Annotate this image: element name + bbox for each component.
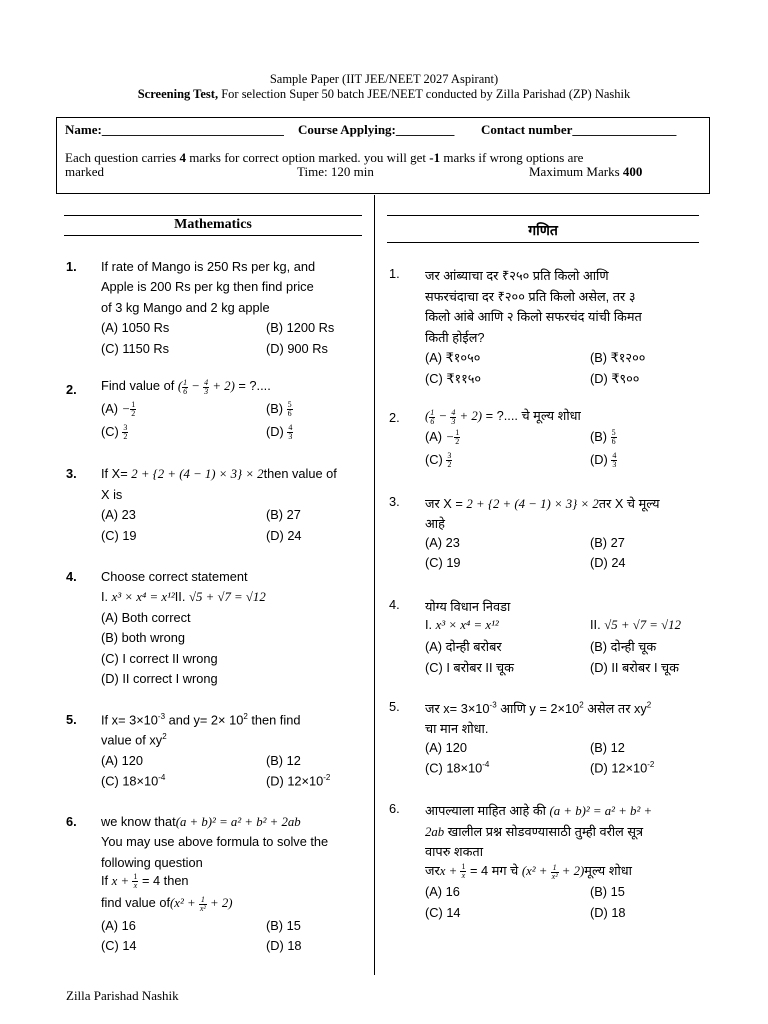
rule-top-left [64, 215, 362, 216]
option-d[interactable]: (D) 18 [590, 905, 626, 920]
rule-top-right [387, 215, 699, 216]
question-text: आपल्याला माहित आहे की (a + b)² = a² + b² + [425, 803, 653, 818]
option-b[interactable]: (B) 15 [590, 884, 625, 899]
fraction-4-3: $\frac{4}{3}$ [204, 377, 209, 396]
fraction-3-2: $\frac{3}{2}$ [123, 423, 128, 442]
max-marks-value: 400 [622, 164, 643, 179]
paper-title: Sample Paper (IIT JEE/NEET 2027 Aspirant) [269, 72, 499, 86]
question-text: जरx + $\frac{1}{x}$ = 4 मग चे (x² + $\frac{1}{\text{x²}}$ + 2)मूल्य शोधा [425, 862, 632, 881]
question-number: 3. [389, 494, 400, 509]
option-b[interactable]: (B) 27 [266, 507, 301, 522]
question-number: 5. [389, 699, 400, 714]
marks-wrong: -1 [429, 150, 441, 165]
option-c[interactable]: (C) $18\times 10^{-4}$ [101, 773, 166, 789]
statement-ii: II. √5 + √7 = √12 [590, 617, 681, 632]
course-blank: _________ [395, 122, 455, 137]
question-number: 4. [389, 597, 400, 612]
max-marks-label: Maximum Marks [529, 164, 623, 179]
candidate-info-box [56, 117, 710, 194]
option-c[interactable]: (C) I बरोबर II चूक [425, 660, 515, 675]
option-a[interactable]: (A) 120 [425, 740, 467, 755]
fraction-5-6: $\frac{5}{6}$ [287, 400, 292, 419]
question-number: 5. [66, 712, 77, 727]
question-number: 6. [66, 814, 77, 829]
option-b[interactable]: (B) 12 [266, 753, 301, 768]
option-c[interactable]: (C) 19 [101, 528, 137, 543]
question-text: ( $\frac{1}{6}$ − $\frac{4}{3}$ + 2) = ?.... चे मूल्य शोधा [425, 407, 581, 426]
statements: I. x³ × x⁴ = x¹²II. √5 + √7 = √12 [101, 589, 266, 604]
option-a[interactable]: (A) 23 [101, 507, 136, 522]
option-a[interactable]: (A) − $\frac{1}{2}$ [101, 400, 136, 419]
question-text: Apple is 200 Rs per kg then find price [101, 279, 314, 294]
question-text: If X= 2 + {2 + (4 − 1) × 3} × 2then value of [101, 466, 337, 481]
marks-correct: 4 [179, 150, 186, 165]
question-text: योग्य विधान निवडा [425, 599, 511, 614]
course-label: Course Applying: [298, 122, 396, 137]
option-b[interactable]: (B) 27 [590, 535, 625, 550]
option-a[interactable]: (A) 1050 Rs [101, 320, 170, 335]
question-text: find value of(x² + $\frac{1}{\text{x²}}$ + 2) [101, 894, 233, 913]
option-a[interactable]: (A) Both correct [101, 610, 191, 625]
option-d[interactable]: (D) $\frac{4}{3}$ [590, 451, 617, 470]
question-number: 1. [389, 266, 400, 281]
option-a[interactable]: (A) 120 [101, 753, 143, 768]
section-title-ganit: गणित [528, 224, 558, 239]
option-c[interactable]: (C) 14 [425, 905, 461, 920]
fraction-1-6: $\frac{1}{6}$ [183, 377, 188, 396]
option-d[interactable]: (D) $12\times 10^{-2}$ [590, 760, 655, 776]
option-d[interactable]: (D) 900 Rs [266, 341, 328, 356]
expression [177, 377, 235, 396]
option-d[interactable]: (D) II बरोबर I चूक [590, 660, 680, 675]
question-text: वापरु शकता [425, 844, 484, 859]
marking-text-c: marks if wrong options are [440, 150, 584, 165]
marking-text-b: marks for correct option marked. you will get [185, 150, 430, 165]
option-c[interactable]: (C) ₹११५० [425, 371, 482, 386]
subtitle-rest: For selection Super 50 batch JEE/NEET conducted by Zilla Parishad (ZP) Nashik [218, 87, 631, 101]
question-text: Choose correct statement [101, 569, 248, 584]
contact-blank: ________________ [572, 122, 677, 137]
option-a[interactable]: (A) ₹१०५० [425, 350, 481, 365]
question-text: You may use above formula to solve the [101, 834, 329, 849]
option-a[interactable]: (A) दोन्ही बरोबर [425, 639, 502, 654]
tail: = ?.... [234, 378, 271, 393]
question-text: If x + $\frac{1}{x}$ = 4 then [101, 872, 189, 891]
option-b[interactable]: (B) 15 [266, 918, 301, 933]
option-a[interactable]: (A) 16 [425, 884, 460, 899]
option-d[interactable]: (D) $12\times 10^{-2}$ [266, 773, 331, 789]
question-number: 4. [66, 569, 77, 584]
option-b[interactable]: (B) ₹१२०० [590, 350, 646, 365]
paper-subtitle [0, 87, 768, 102]
option-c[interactable]: (C) 14 [101, 938, 137, 953]
question-number: 2. [389, 410, 400, 425]
marking-text-a: Each question carries [65, 150, 180, 165]
contact-field[interactable] [481, 122, 676, 138]
name-label: Name: [65, 122, 102, 137]
option-b[interactable]: (B) 1200 Rs [266, 320, 335, 335]
name-blank: ____________________________ [101, 122, 284, 137]
option-c[interactable]: (C) 1150 Rs [101, 341, 170, 356]
question-text: If $x= 3\times 10^{-3}$ and $y= 2\times 10^2$ then find [101, 712, 301, 728]
statement-i: I. x³ × x⁴ = x¹² [425, 617, 499, 632]
option-d[interactable]: (D) $\frac{4}{3}$ [266, 423, 293, 442]
question-text: आहे [425, 516, 445, 531]
question-text: चा मान शोधा. [425, 721, 489, 736]
question-text: जर $x= 3\times 10^{-3}$ आणि $y = 2\times 10^2$ असेल तर $xy^2$ [425, 700, 652, 716]
option-d[interactable]: (D) ₹९०० [590, 371, 640, 386]
time-limit: Time: 120 min [297, 164, 374, 179]
fraction-1-2: $\frac{1}{2}$ [131, 400, 136, 419]
question-text: सफरचंदाचा दर ₹२०० प्रति किलो असेल, तर ३ [425, 289, 636, 304]
minus: − [188, 379, 204, 393]
rule-bottom-right [387, 242, 699, 243]
course-field[interactable] [298, 122, 454, 138]
option-d[interactable]: (D) 24 [266, 528, 302, 543]
question-text: of 3 kg Mango and 2 kg apple [101, 300, 270, 315]
option-b[interactable]: (B) 12 [590, 740, 625, 755]
question-text: जर X = 2 + {2 + (4 − 1) × 3} × 2तर X चे मूल्य [425, 496, 660, 511]
fraction-4-3: $\frac{4}{3}$ [288, 423, 293, 442]
question-text: किती होईल? [425, 330, 485, 345]
rule-bottom-left [64, 235, 362, 236]
option-b[interactable]: (B) $\frac{5}{6}$ [266, 400, 292, 419]
question-number: 1. [66, 259, 77, 274]
question-text: किलो आंबे आणि २ किलो सफरचंद यांची किमत [425, 309, 642, 324]
question-text: we know that(a + b)² = a² + b² + 2ab [101, 814, 301, 829]
name-field[interactable] [65, 122, 284, 138]
question-text: value of $xy^2$ [101, 732, 167, 748]
option-d[interactable]: (D) II correct I wrong [101, 671, 218, 686]
paren: ( [177, 379, 183, 393]
question-text: following question [101, 855, 203, 870]
question-number: 2. [66, 382, 77, 397]
question-text: 2ab खालील प्रश्न सोडवण्यासाठी तुम्ही वरील सूत्र [425, 824, 644, 839]
option-c[interactable]: (C) $\frac{3}{2}$ [425, 451, 452, 470]
option-d[interactable]: (D) 18 [266, 938, 302, 953]
option-c[interactable]: (C) $\frac{3}{2}$ [101, 423, 128, 442]
option-c[interactable]: (C) I correct II wrong [101, 651, 218, 666]
column-divider [374, 195, 375, 975]
section-title-mathematics: Mathematics [174, 217, 252, 232]
option-a[interactable]: (A) − $\frac{1}{2}$ [425, 428, 460, 447]
footer-text: Zilla Parishad Nashik [66, 988, 179, 1003]
option-b[interactable]: (B) $\frac{5}{6}$ [590, 428, 616, 447]
question-text [101, 378, 271, 396]
contact-label: Contact number [481, 122, 573, 137]
option-b[interactable]: (B) both wrong [101, 630, 185, 645]
question-number: 6. [389, 801, 400, 816]
paren: + 2) [209, 379, 235, 393]
stem: Find value of [101, 378, 178, 393]
maximum-marks [529, 164, 642, 180]
question-text: X is [101, 487, 123, 502]
screening-test-label: Screening Test, [137, 87, 219, 101]
option-b[interactable]: (B) दोन्ही चूक [590, 639, 657, 654]
question-text: If rate of Mango is 250 Rs per kg, and [101, 259, 316, 274]
expression: 2 + {2 + (4 − 1) × 3} × 2 [131, 467, 264, 481]
question-number: 3. [66, 466, 77, 481]
option-a[interactable]: (A) 23 [425, 535, 460, 550]
option-d[interactable]: (D) 24 [590, 555, 626, 570]
question-text: जर आंब्याचा दर ₹२५० प्रति किलो आणि [425, 268, 609, 283]
option-c[interactable]: (C) 19 [425, 555, 461, 570]
option-c[interactable]: (C) $18\times 10^{-4}$ [425, 760, 490, 776]
marked-text: marked [65, 164, 104, 179]
option-a[interactable]: (A) 16 [101, 918, 136, 933]
